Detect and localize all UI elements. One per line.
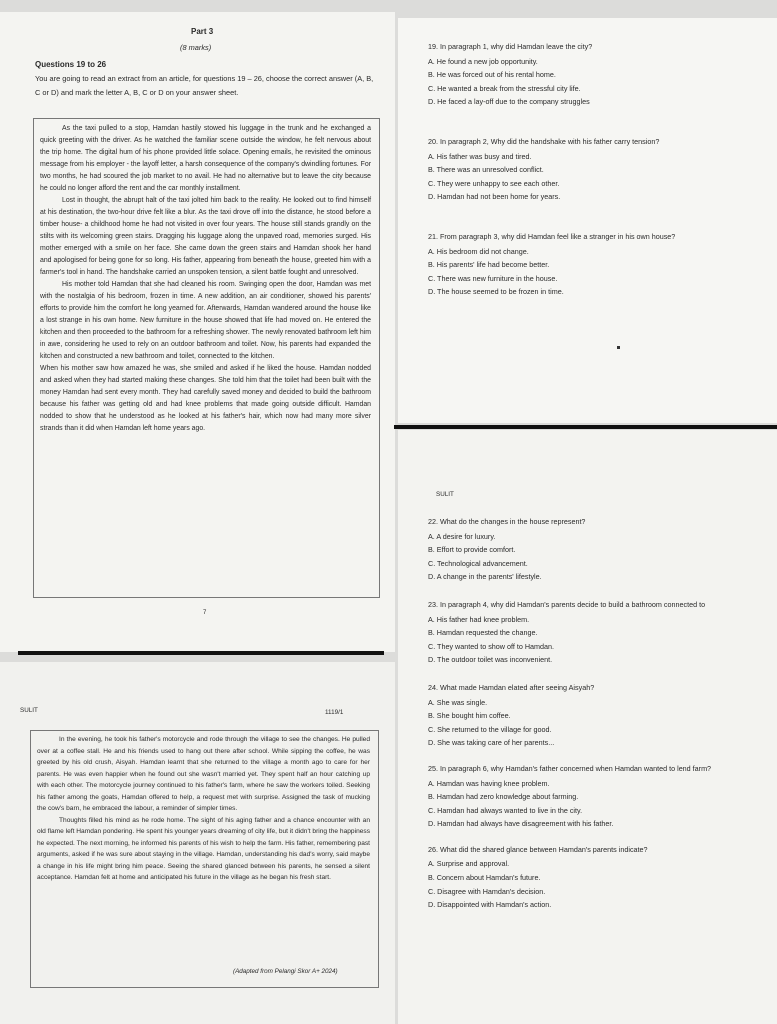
question-block (428, 40, 773, 109)
answer-option[interactable]: C. She returned to the village for good. (428, 724, 552, 734)
answer-option[interactable]: B. Hamdan requested the change. (428, 628, 538, 638)
answer-option[interactable]: A. His father was busy and tired. (428, 151, 532, 161)
answer-option[interactable]: C. He wanted a break from the stressful city life. (428, 83, 581, 93)
answer-option[interactable]: D. Hamdan had not been home for years. (428, 192, 561, 202)
answer-option[interactable]: A. A desire for luxury. (428, 531, 496, 541)
paragraph: When his mother saw how amazed he was, she smiled and asked if he liked the house. Hamdan nodded and asked when they had started making these changes. She told him that the toilet had been built with the money Hamdan had sent every month. They had carefully saved money and decided to build the bathroom because his father was getting old and had knee problems that made going outside difficult. Hamdan nodded to show that he understood as he looked at his father's hair, which now had many more silver strands than it did when Hamdan left home years ago. (40, 365, 371, 432)
answer-option[interactable]: C. They wanted to show off to Hamdan. (428, 641, 554, 651)
paragraph: Thoughts filled his mind as he rode home. The sight of his aging father and a chance encounter with an old flame left Hamdan pondering. He spent his younger years dreaming of city life, but it didn't bring the happiness he expected. The next morning, he informed his parents of his wish to help the farm. His father, remembering past arguments, asked if he was sure about staying in the village. Hamdan, understanding his dad's worry, said maybe a change in his life might bring him peace. Seeing the shared glanced between his parents, he sensed a silent acceptance. Hamdan felt at home and anticipated his future in the village as he began his fresh start. (37, 816, 370, 881)
answer-option[interactable]: C. Hamdan had always wanted to live in the city. (428, 805, 583, 815)
answer-option[interactable]: D. The house seemed to be frozen in time. (428, 287, 564, 297)
paragraph: Lost in thought, the abrupt halt of the taxi jolted him back to the reality. He looked out to find himself at his destination, the two-hour drive felt like a blur. As the taxi drove off into the distance, he stood before a timber house- a childhood home he had not visited in over four years. The house still stands grandly on the stilts with its welcoming green stairs. Dragging his luggage along the unpaved road, memories surged. His mother emerged with a smile on her face. She came down the green stairs and Hamdan shook her hand and apologised for being gone for so long. His father, appearing from beneath the house, greeted him with a farmer's tool in hand. The handshake carried an unspoken tension, a silent battle fought and unresolved. (40, 197, 371, 276)
answer-option[interactable]: D. He faced a lay-off due to the company struggles (428, 97, 590, 107)
answer-option[interactable]: A. His bedroom did not change. (428, 246, 529, 256)
answer-option[interactable]: B. He was forced out of his rental home. (428, 70, 556, 80)
answer-option[interactable]: A. She was single. (428, 697, 488, 707)
instructions: You are going to read an extract from an article, for questions 19 – 26, choose the correct answer (A, B, C or D) and mark the letter A, B, C or D on your answer sheet. (35, 74, 374, 97)
part-title: Part 3 (191, 27, 214, 36)
questions-top (428, 40, 773, 299)
answer-option[interactable]: D. The outdoor toilet was inconvenient. (428, 655, 553, 665)
marks: (8 marks) (180, 43, 212, 52)
footer-code: 1119/1 (325, 709, 344, 716)
answer-option[interactable]: A. Surprise and approval. (428, 859, 510, 869)
answer-option[interactable]: D. A change in the parents' lifestyle. (428, 572, 542, 582)
divider-bar-left (18, 651, 384, 655)
question-block (428, 681, 773, 750)
answer-option[interactable]: B. Effort to provide comfort. (428, 545, 516, 555)
question-stem: 25. In paragraph 6, why Hamdan's father concerned when Hamdan wanted to lend farm? (428, 763, 712, 773)
source-note: (Adapted from Pelangi Skor A+ 2024) (233, 968, 338, 975)
answer-option[interactable]: A. He found a new job opportunity. (428, 56, 538, 66)
answer-option[interactable]: A. Hamdan was having knee problem. (428, 778, 550, 788)
question-block (428, 515, 773, 584)
passage-part1 (40, 123, 371, 435)
answer-option[interactable]: B. Hamdan had zero knowledge about farming. (428, 792, 579, 802)
answer-option[interactable]: B. There was an unresolved conflict. (428, 165, 544, 175)
paragraph: His mother told Hamdan that she had cleaned his room. Swinging open the door, Hamdan was met with the nostalgia of his bedroom, frozen in time. A new addition, an air conditioner, showed his parents' efforts to provide him the comfort he long yearned for. Afterwards, Hamdan wandered around the house like a lost strange in his own home. New furniture in the house showed that life had moved on. He entered the kitchen and then proceeded to the bathroom for a refreshing shower. The newly renovated bathroom left him in awe, considering he used to rely on an outdoor bathroom and toilet. Now, his parents had expanded the kitchen and constructed a new bathroom and toilet, connected to the kitchen. (40, 281, 371, 360)
passage-part2 (37, 734, 370, 884)
question-block (428, 843, 773, 912)
question-stem: 24. What made Hamdan elated after seeing Aisyah? (428, 682, 595, 692)
question-block (428, 762, 773, 831)
paragraph: In the evening, he took his father's motorcycle and rode through the village to see the changes. He pulled over at a coffee stall. He and his friends used to hang out there after school. While sipping the coffee, he was greeted by his old crush, Aisyah. Hamdan learnt that she returned to the village a month ago to care for her parents. He was even happier when he found out she wasn't married yet. They spent half an hour catching up with each other. The motorcycle journey continued to his father's farm, where he saw the workers toiled. Seeking his father among the goats, Hamdan offered to help, a request met with surprise. Assigned the task of mucking the cow's barn, he embraced the labour, a reminder of simpler times. (37, 736, 370, 812)
answer-option[interactable]: C. There was new furniture in the house. (428, 273, 558, 283)
page-number: 7 (203, 610, 207, 616)
question-stem: 22. What do the changes in the house represent? (428, 517, 586, 526)
question-stem: 26. What did the shared glance between Hamdan's parents indicate? (428, 844, 648, 854)
divider-bar-right (394, 425, 777, 429)
answer-option[interactable]: B. She bought him coffee. (428, 711, 511, 721)
answer-option[interactable]: C. Technological advancement. (428, 558, 528, 568)
question-stem: 21. From paragraph 3, why did Hamdan feel like a stranger in his own house? (428, 231, 676, 241)
speck (617, 346, 620, 349)
questions-bottom (428, 515, 773, 912)
answer-option[interactable]: C. Disagree with Hamdan's decision. (428, 886, 546, 896)
question-block (428, 230, 773, 299)
answer-option[interactable]: D. Disappointed with Hamdan's action. (428, 900, 552, 910)
answer-option[interactable]: B. Concern about Hamdan's future. (428, 873, 541, 883)
answer-option[interactable]: D. Hamdan had always have disagreement with his father. (428, 819, 614, 829)
question-stem: 19. In paragraph 1, why did Hamdan leave the city? (428, 42, 593, 51)
answer-option[interactable]: A. His father had knee problem. (428, 614, 530, 624)
question-block (428, 598, 773, 667)
questions-heading: Questions 19 to 26 (35, 60, 107, 69)
question-stem: 20. In paragraph 2, Why did the handshake with his father carry tension? (428, 136, 660, 146)
question-stem: 23. In paragraph 4, why did Hamdan's parents decide to build a bathroom connected to (428, 599, 706, 609)
paragraph: As the taxi pulled to a stop, Hamdan hastily stowed his luggage in the trunk and he exchanged a quick greeting with the driver. As he watched the familiar scene outside the window, he felt nervous about the trip home. The digital hum of his phone provided little solace. Opening emails, he revisited the ominous message from his employer - the layoff letter, a harsh consequence of the company's dwindling fortunes. For two months, he had scoured the job market to no avail. He had no alternative but to leave the city because he could no longer afford the rent and the car monthly installment. (40, 125, 371, 192)
footer-left: SULIT (20, 707, 38, 714)
answer-option[interactable]: C. They were unhappy to see each other. (428, 178, 560, 188)
footer-right-top: SULIT (436, 491, 454, 498)
answer-option[interactable]: B. His parents' life had become better. (428, 260, 550, 270)
question-block (428, 135, 773, 204)
answer-option[interactable]: D. She was taking care of her parents... (428, 738, 555, 748)
